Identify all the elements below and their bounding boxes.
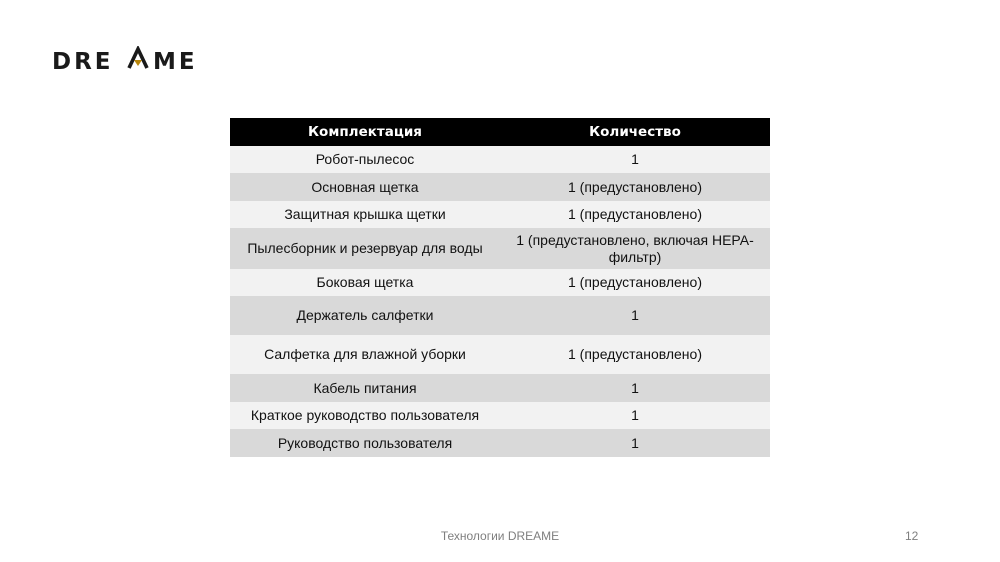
row-qty: 1 (предустановлено) — [500, 335, 770, 374]
row-qty: 1 — [500, 429, 770, 457]
footer-text: Технологии DREAME — [440, 529, 560, 543]
svg-text:ME: ME — [153, 49, 198, 75]
page-number: 12 — [905, 529, 919, 543]
table-row — [230, 173, 770, 201]
table-row — [230, 374, 770, 402]
row-qty: 1 (предустановлено) — [500, 201, 770, 228]
row-qty: 1 — [500, 296, 770, 335]
row-item: Салфетка для влажной уборки — [230, 335, 500, 374]
table-row — [230, 429, 770, 457]
row-item: Защитная крышка щетки — [230, 201, 500, 228]
row-item: Кабель питания — [230, 374, 500, 402]
row-item: Основная щетка — [230, 173, 500, 201]
row-item: Робот-пылесос — [230, 146, 500, 173]
table-row — [230, 335, 770, 374]
row-item: Краткое руководство пользователя — [230, 402, 500, 429]
row-qty: 1 (предустановлено, включая HEPA-фильтр) — [500, 228, 770, 269]
table-row — [230, 146, 770, 173]
table-row — [230, 269, 770, 296]
header-equipment: Комплектация — [230, 118, 500, 146]
table-row — [230, 402, 770, 429]
table-row — [230, 228, 770, 269]
row-qty: 1 — [500, 402, 770, 429]
table-header-row — [230, 118, 770, 146]
header-quantity: Количество — [500, 118, 770, 146]
table-row — [230, 201, 770, 228]
row-qty: 1 — [500, 374, 770, 402]
table-row — [230, 296, 770, 335]
row-item: Руководство пользователя — [230, 429, 500, 457]
row-qty: 1 (предустановлено) — [500, 269, 770, 296]
row-item: Пылесборник и резервуар для воды — [230, 228, 500, 269]
dreame-logo — [52, 46, 202, 76]
row-item: Держатель салфетки — [230, 296, 500, 335]
row-qty: 1 (предустановлено) — [500, 173, 770, 201]
svg-text:DRE: DRE — [52, 49, 114, 75]
row-qty: 1 — [500, 146, 770, 173]
equipment-table — [230, 118, 770, 457]
row-item: Боковая щетка — [230, 269, 500, 296]
